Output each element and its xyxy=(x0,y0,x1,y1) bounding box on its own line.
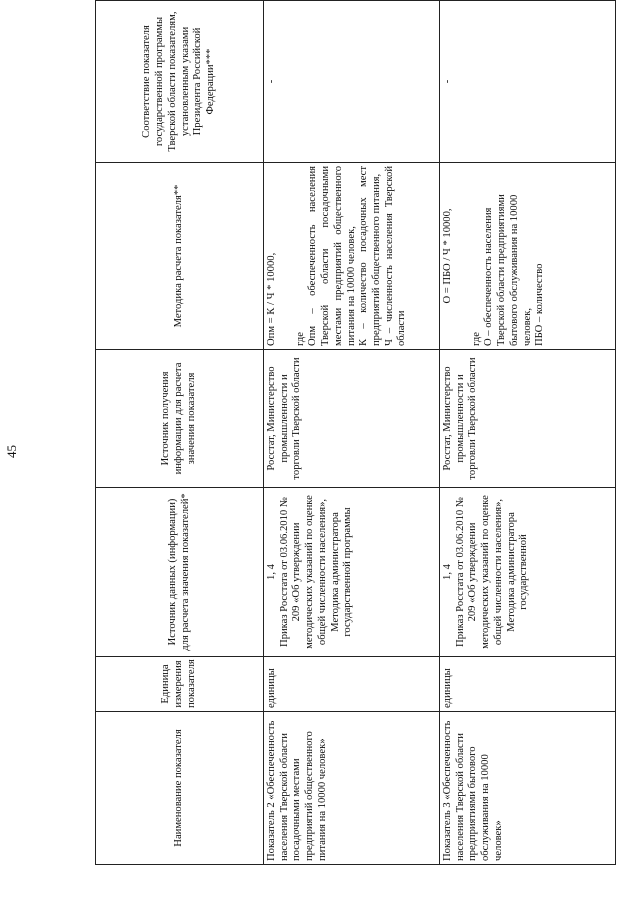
info-source-cell: Росстат, Министерство промышленности и торговли Тверской области xyxy=(440,350,616,488)
indicator-name-cell: Показатель 2 «Обеспеченность населения Тверской области посадочными местами предприятий общественного питания на 10000 человек» xyxy=(264,712,440,865)
source-text: Приказ Росстата от 03.06.2010 № 209 «Об утверждении методических указаний по оценке общей численности населения», xyxy=(454,495,504,649)
method-definition: Ч – численность населения Тверской области xyxy=(383,166,408,346)
table-row xyxy=(264,1,440,865)
page-number: 45 xyxy=(4,445,19,458)
source-extra: Методика администратора государственной программы xyxy=(329,507,354,637)
method-definition: К – количество посадочных мест предприятий общественного питания, xyxy=(358,166,382,346)
method-where: где xyxy=(470,332,482,346)
header-data-source: Источник данных (информации) для расчета значения показателей* xyxy=(96,488,264,657)
source-code: 1, 4 xyxy=(266,564,277,580)
decree-correspondence-cell: - xyxy=(264,1,440,163)
source-extra: Методика администратора государственной xyxy=(505,512,530,632)
indicators-table xyxy=(95,0,616,865)
table-header-row xyxy=(96,1,264,865)
data-source-cell xyxy=(440,488,616,657)
unit-cell: единицы xyxy=(440,657,616,712)
indicator-name-cell: Показатель 3 «Обеспеченность населения Тверской области предприятиями бытового обслуживания на 10000 человек» xyxy=(440,712,616,865)
rotated-table-container xyxy=(95,11,615,865)
header-info-source: Источник получения информации для расчета значения показателя xyxy=(96,350,264,488)
source-text: Приказ Росстата от 03.06.2010 № 209 «Об утверждении методических указаний по оценке общей численности населения», xyxy=(278,495,328,649)
calculation-method-cell xyxy=(440,163,616,350)
unit-cell: единицы xyxy=(264,657,440,712)
method-formula: О = ПБО / Ч * 10000, xyxy=(442,208,453,304)
header-indicator-name: Наименование показателя xyxy=(96,712,264,865)
data-source-cell xyxy=(264,488,440,657)
method-formula: Опм = К / Ч * 10000, xyxy=(266,252,277,346)
method-definition: О – обеспеченность населения Тверской области предприятиями бытового обслуживания на 10000 человек, xyxy=(483,194,533,346)
decree-correspondence-cell: - xyxy=(440,1,616,163)
source-code: 1, 4 xyxy=(442,564,453,580)
info-source-cell: Росстат, Министерство промышленности и торговли Тверской области xyxy=(264,350,440,488)
header-decree-correspondence: Соответствие показателя государственной программы Тверской области показателям, установленным указами Президента Российской Федерации*** xyxy=(96,1,264,163)
header-unit: Единица измерения показателя xyxy=(96,657,264,712)
calculation-method-cell xyxy=(264,163,440,350)
method-definition: ПБО – количество xyxy=(534,263,546,346)
method-where: где xyxy=(294,332,306,346)
header-calculation-method: Методика расчета показателя** xyxy=(96,163,264,350)
method-definition: Опм – обеспеченность населения Тверской области посадочными местами предприятий общественного питания на 10000 человек, xyxy=(307,166,357,346)
table-row xyxy=(440,1,616,865)
